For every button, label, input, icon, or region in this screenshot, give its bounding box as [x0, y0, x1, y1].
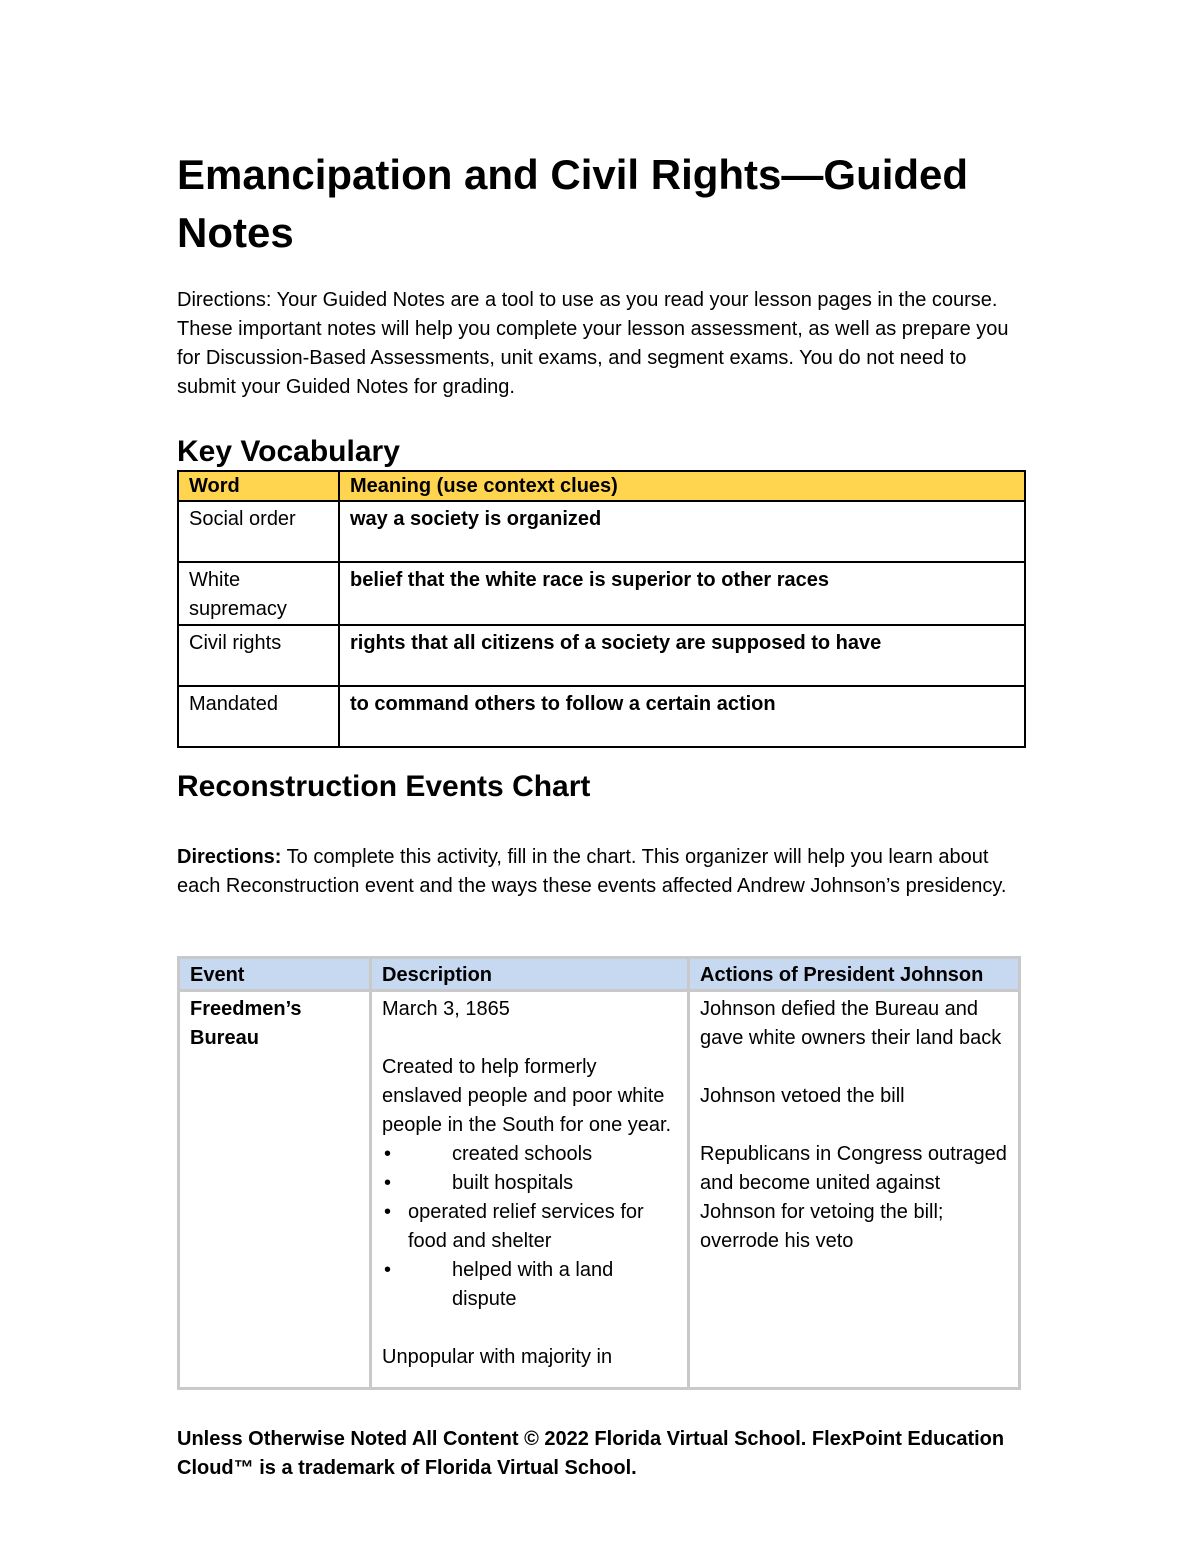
column-header-meaning: Meaning (use context clues) [339, 471, 1025, 501]
description-bullet-list [382, 1140, 677, 1314]
vocabulary-row [178, 625, 1025, 686]
vocab-meaning: rights that all citizens of a society are supposed to have [339, 625, 1025, 686]
vocab-meaning: belief that the white race is superior to other races [339, 562, 1025, 625]
chart-directions [177, 843, 1027, 901]
column-header-word: Word [178, 471, 339, 501]
column-header-description: Description [371, 958, 689, 991]
list-item: • operated relief services for food and shelter [382, 1198, 677, 1256]
events-header-row [179, 958, 1020, 991]
event-description [371, 991, 689, 1389]
column-header-actions: Actions of President Johnson [689, 958, 1020, 991]
vocabulary-row [178, 501, 1025, 562]
vocab-word: Civil rights [178, 625, 339, 686]
vocab-meaning: to command others to follow a certain action [339, 686, 1025, 747]
reconstruction-heading: Reconstruction Events Chart [177, 770, 591, 803]
events-table [177, 956, 1021, 1390]
action-text: Johnson defied the Bureau and gave white owners their land back [700, 998, 1002, 1049]
event-name: Freedmen’s Bureau [179, 991, 371, 1389]
event-created-text: Created to help formerly enslaved people and poor white people in the South for one year. [382, 1056, 672, 1136]
vocabulary-row [178, 562, 1025, 625]
action-text: Republicans in Congress outraged and become united against Johnson for vetoing the bill; overrode his veto [700, 1143, 1007, 1252]
event-unpopular-text: Unpopular with majority in [382, 1346, 613, 1368]
vocabulary-row [178, 686, 1025, 747]
key-vocabulary-heading: Key Vocabulary [177, 435, 400, 468]
page-title: Emancipation and Civil Rights—Guided Notes [177, 151, 969, 256]
vocabulary-table [177, 470, 1026, 748]
bullet-icon: • [384, 1143, 392, 1165]
intro-directions: Directions: Your Guided Notes are a tool to use as you read your lesson pages in the course. These important notes will help you complete your lesson assessment, as well as prepare you for Discussion-Based Assessments, unit exams, and segment exams. You do not need to submit your Guided Notes for grading. [177, 289, 1009, 398]
action-text: Johnson vetoed the bill [700, 1085, 905, 1107]
vocab-meaning: way a society is organized [339, 501, 1025, 562]
copyright-footer: Unless Otherwise Noted All Content © 2022 Florida Virtual School. FlexPoint Education Cloud™ is a trademark of Florida Virtual School. [177, 1428, 1005, 1479]
bullet-icon: • [384, 1259, 392, 1281]
directions-label: Directions: [177, 846, 282, 868]
list-item: • helped with a land dispute [382, 1256, 677, 1314]
column-header-event: Event [179, 958, 371, 991]
event-row [179, 991, 1020, 1389]
president-actions [689, 991, 1020, 1389]
bullet-icon: • [384, 1201, 392, 1223]
list-item: • created schools [382, 1140, 677, 1169]
bullet-icon: • [384, 1172, 392, 1194]
event-date: March 3, 1865 [382, 998, 510, 1020]
directions-text: To complete this activity, fill in the chart. This organizer will help you learn about each Reconstruction event and the ways these events affected Andrew Johnson’s presidency. [177, 846, 1007, 897]
vocabulary-header-row [178, 471, 1025, 501]
vocab-word: Mandated [178, 686, 339, 747]
vocab-word: Social order [178, 501, 339, 562]
vocab-word: White supremacy [178, 562, 339, 625]
list-item: • built hospitals [382, 1169, 677, 1198]
